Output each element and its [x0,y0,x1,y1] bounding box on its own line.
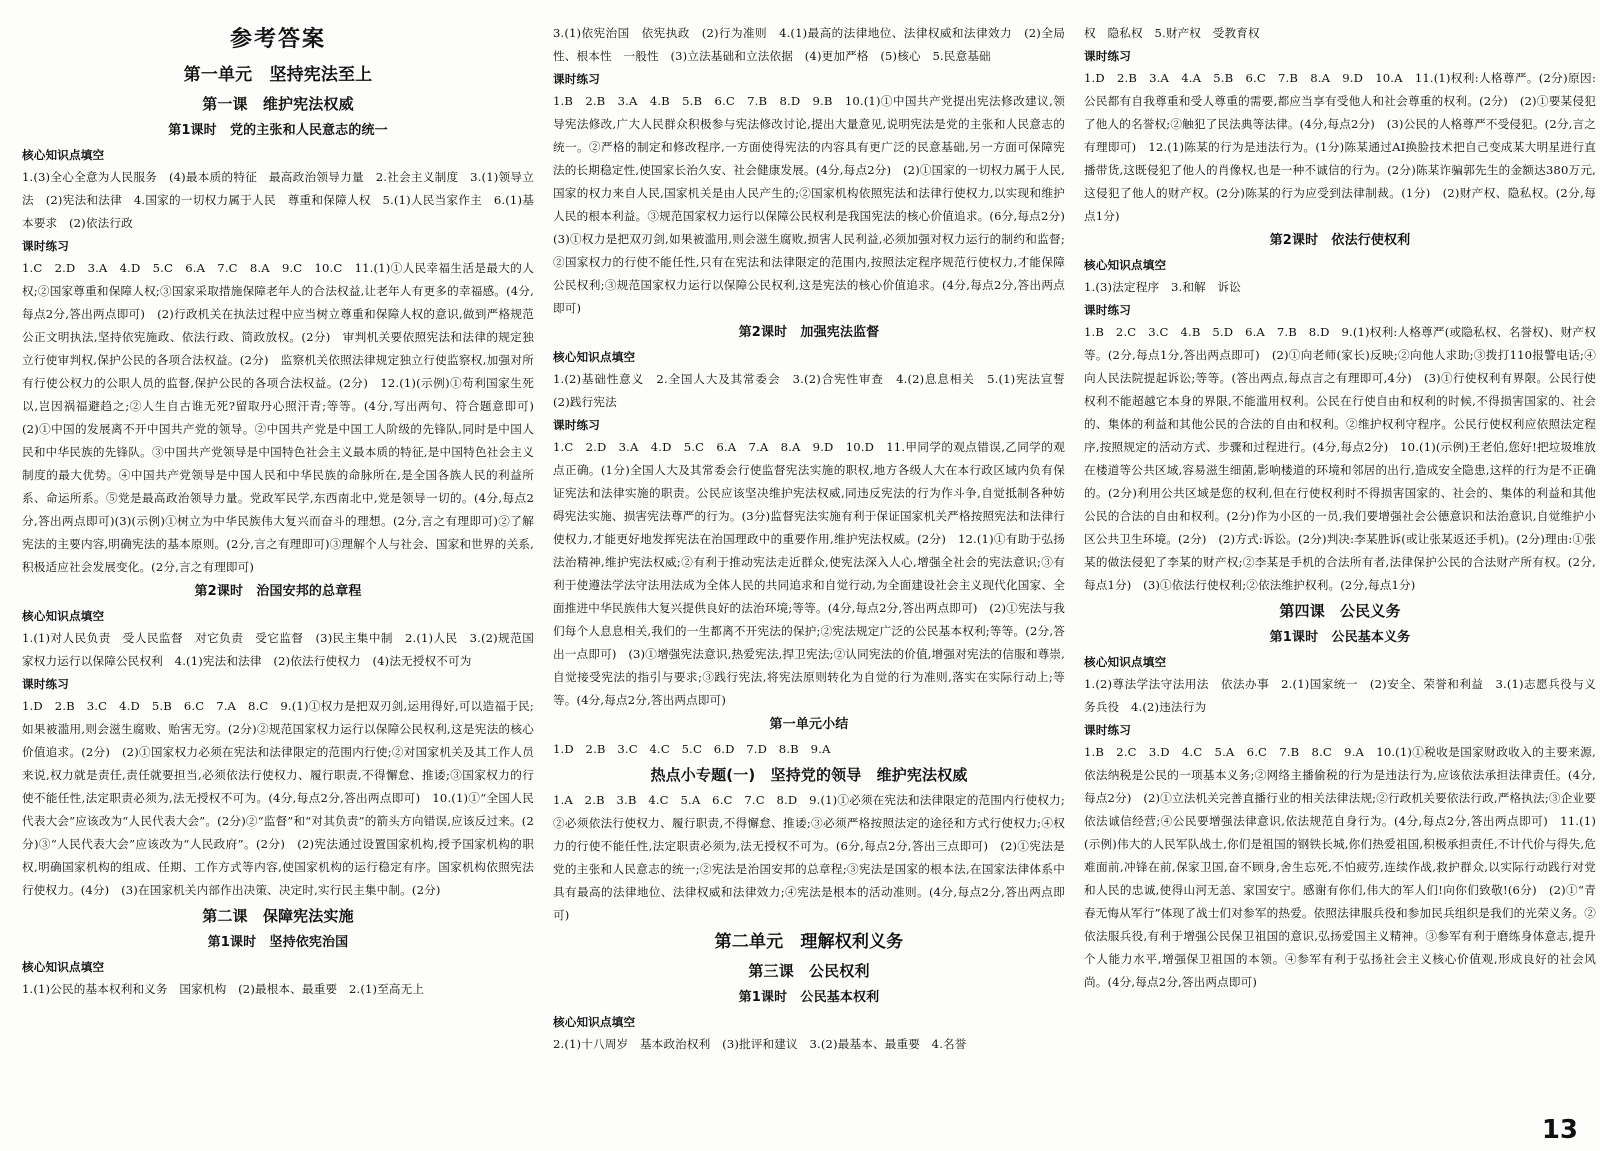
section-label: 课时练习 [1084,49,1131,63]
lesson-heading: 第四课 公民义务 [1279,602,1401,620]
answer-paragraph: 1.D 2.B 3.C 4.C 5.C 6.D 7.D 8.B 9.A [553,742,831,756]
answer-paragraph: 1.(2)尊法学法守法用法 依法办事 2.(1)国家统一 (2)安全、荣誉和利益 3.(1)志愿兵役与义务兵役 4.(2)违法行为 [1084,677,1596,714]
section-label: 课时练习 [553,418,600,432]
answer-paragraph: 1.(3)全心全意为人民服务 (4)最本质的特征 最高政治领导力量 2.社会主义制度 3.(1)领导立法 (2)宪法和法律 4.国家的一切权力属于人民 尊重和保障人权 5.(1)人民当家作主 6.(1)基本要求 (2)依法行政 [22,170,534,230]
answer-paragraph: 1.(1)对人民负责 受人民监督 对它负责 受它监督 (3)民主集中制 2.(1)人民 3.(2)规范国家权力运行以保障公民权利 4.(1)宪法和法律 (2)依法行使权力 (4)法无授权不可为 [22,631,534,668]
period-heading: 第一单元小结 [769,717,849,732]
section-label: 课时练习 [1084,723,1131,737]
section-label: 核心知识点填空 [553,1015,636,1029]
section-label: 核心知识点填空 [22,609,105,623]
section-label: 课时练习 [22,239,69,253]
unit-heading: 第二单元 理解权利义务 [714,932,904,952]
answer-paragraph: 1.A 2.B 3.B 4.C 5.A 6.C 7.C 8.D 9.(1)①必须在宪法和法律限定的范围内行使权力;②必须依法行使权力、履行职责,不得懈怠、推诿;③必须严格按照法定的途径和方式行使权力;④权力的行使不能任性,法定职责必须为,法无授权不可为。(6分,每点2分,答出三点即可) (2)①宪法是党的主张和人民意志的统一;②宪法是治国安邦的总章程;③宪法是国家的根本法,在国家法律体系中具有最高的法律地位、法律权威和法律效力;④宪法是根本的活动准则。(4分,每点2分,答出两点即可) [553,793,1065,922]
section-label: 核心知识点填空 [553,350,636,364]
period-heading: 第1课时 公民基本权利 [738,990,880,1005]
lesson-heading: 第三课 公民权利 [748,962,870,980]
period-heading: 第2课时 加强宪法监督 [738,325,880,340]
period-heading: 第1课时 公民基本义务 [1269,630,1411,645]
period-heading: 第2课时 依法行使权利 [1269,233,1411,248]
section-label: 核心知识点填空 [22,960,105,974]
unit-heading: 第一单元 坚持宪法至上 [183,65,373,85]
section-label: 核心知识点填空 [1084,655,1167,669]
answer-paragraph: 3.(1)依宪治国 依宪执政 (2)行为准则 4.(1)最高的法律地位、法律权威和法律效力 (2)全局性、根本性 一般性 (3)立法基础和立法依据 (4)更加严格 (5)核心 5.民意基础 [553,26,1065,63]
section-label: 核心知识点填空 [1084,258,1167,272]
period-heading: 第1课时 坚持依宪治国 [207,935,349,950]
lesson-heading: 第一课 维护宪法权威 [202,95,354,113]
answer-paragraph: 1.(1)公民的基本权利和义务 国家机构 (2)最根本、最重要 2.(1)至高无上 [22,982,425,996]
section-label: 课时练习 [22,677,69,691]
column-right [1084,22,1596,1127]
answer-paragraph: 权 隐私权 5.财产权 受教育权 [1084,26,1260,40]
answer-paragraph: 1.B 2.B 3.A 4.B 5.B 6.C 7.B 8.D 9.B 10.(1)①中国共产党提出宪法修改建议,领导宪法修改,广大人民群众积极参与宪法修改讨论,提出大量意见,说明宪法是党的主张和人民意志的统一。②严格的制定和修改程序,一方面使得宪法的内容具有更广泛的民意基础,另一方面可保障宪法的长期稳定性,使国家长治久安、社会健康发展。(4分,每点2分) (2)①国家的一切权力属于人民,国家的权力来自人民,国家机关是由人民产生的;②国家机构依照宪法和法律行使权力,以实现和维护人民的根本利益。③规范国家权力运行以保障公民权利是我国宪法的核心价值追求。(6分,每点2分) (3)①权力是把双刃剑,如果被滥用,则会滋生腐败,损害人民利益,必须加强对权力运行的制约和监督;②国家权力的行使不能任性,只有在宪法和法律限定的范围内,按照法定程序规范行使权力,才能保障公民权利;③规范国家权力运行以保障公民权利,这是宪法的核心价值追求。(4分,每点2分,答出两点即可) [553,94,1077,315]
answer-paragraph: 1.B 2.C 3.C 4.B 5.D 6.A 7.B 8.D 9.(1)权利:人格尊严(或隐私权、名誉权)、财产权等。(2分,每点1分,答出两点即可) (2)①向老师(家长)反映;②向他人求助;③拨打110报警电话;④向人民法院提起诉讼;等等。(答出两点,每点言之有理即可,4分) (3)①行使权利有界限。公民行使权利不能超越它本身的界限,不能滥用权利。公民在行使自由和权利的时候,不得损害国家的、社会的、集体的利益和其他公民的合法的自由和权利。②维护权利守程序。公民行使权利应依照法定程序,按照规定的活动方式、步骤和过程进行。(4分,每点2分) 10.(1)(示例)王老伯,您好!把垃圾堆放在楼道等公共区域,容易滋生细菌,影响楼道的环境和邻居的出行,造成安全隐患,这样的行为是不正确的。(2分)利用公共区域是您的权利,但在行使权利时不得损害国家的、社会的、集体的利益和其他公民的合法的自由和权利。(2分)作为小区的一员,我们要增强社会公德意识和法治意识,自觉维护小区公共卫生环境。(2分) (2)方式:诉讼。(2分)判决:李某胜诉(或让张某返还手机)。(2分)理由:①张某的做法侵犯了李某的财产权;②李某是手机的合法所有者,法律保护公民的合法财产所有权。(2分,每点1分) (3)①依法行使权利;②依法维护权利。(2分,每点1分) [1084,325,1596,592]
section-label: 课时练习 [553,72,600,86]
answer-paragraph: 1.D 2.B 3.C 4.D 5.B 6.C 7.A 8.C 9.(1)①权力是把双刃剑,运用得好,可以造福于民;如果被滥用,则会滋生腐败、贻害无穷。(2分)②规范国家权力运行以保障公民权利,这是宪法的核心价值追求。(2分) (2)①国家权力必须在宪法和法律限定的范围内行使;②对国家机关及其工作人员来说,权力就是责任,责任就要担当,必须依法行使权力、履行职责,不得懈怠、推诿;③国家权力的行使不能任性,法定职责必须为,法无授权不可为。(4分,每点2分,答出两点即可) 10.(1)①“全国人民代表大会”应该改为“人民代表大会”。(2分)②“监督”和“对其负责”的箭头方向错误,应该反过来。(2分)③“人民代表大会”应该改为“人民政府”。(2分) (2)宪法通过设置国家机构,授予国家机构的职权,明确国家机构的组成、任期、工作方式等内容,使国家机构的运行稳定有序。国家机构依照宪法行使权力。(4分) (3)在国家机关内部作出决策、决定时,实行民主集中制。(2分) [22,699,534,897]
page-number: 13 [1541,1115,1578,1145]
lesson-heading: 第二课 保障宪法实施 [202,907,354,925]
section-label: 课时练习 [1084,303,1131,317]
answer-paragraph: 1.C 2.D 3.A 4.D 5.C 6.A 7.A 8.A 9.D 10.D 11.甲同学的观点错误,乙同学的观点正确。(1分)全国人大及其常委会行使监督宪法实施的职权,地方各级人大在本行政区域内负有保证宪法和法律实施的职责。公民应该坚决维护宪法权威,同违反宪法的行为作斗争,自觉抵制各种妨碍宪法实施、损害宪法尊严的行为。(3分)监督宪法实施有利于保证国家机关严格按照宪法和法律行使权力,才能更好地发挥宪法在治国理政中的重要作用,维护宪法权威。(2分) 12.(1)①有助于弘扬法治精神,维护宪法权威;②有利于推动宪法走近群众,使宪法深入人心,增强全社会的宪法意识;③有利于使遵法学法守法用法成为全体人民的共同追求和自觉行动,为全面建设社会主义现代化国家、全面推进中华民族伟大复兴提供良好的法治环境;等等。(4分,每点2分,答出两点即可) (2)①宪法与我们每个人息息相关,我们的一生都离不开宪法的保护;②宪法规定广泛的公民基本权利;等等。(2分,答出一点即可) (3)①增强宪法意识,热爱宪法,捍卫宪法;②认同宪法的价值,增强对宪法的信服和尊崇,自觉接受宪法的指引与要求;③践行宪法,将宪法原则转化为自觉的行为准则,落实在实际行动上;等等。(4分,每点2分,答出两点即可) [553,440,1065,707]
period-heading: 第1课时 党的主张和人民意志的统一 [168,123,388,138]
answer-paragraph: 2.(1)十八周岁 基本政治权利 (3)批评和建议 3.(2)最基本、最重要 4.名誉 [553,1037,967,1051]
answer-paragraph: 1.(2)基础性意义 2.全国人大及其常委会 3.(2)合宪性审查 4.(2)息息相关 5.(1)宪法宣誓 (2)践行宪法 [553,372,1077,409]
column-left [22,22,546,1127]
answer-paragraph: 1.(3)法定程序 3.和解 诉讼 [1084,280,1242,294]
lesson-heading: 热点小专题(一) 坚持党的领导 维护宪法权威 [650,766,968,784]
period-heading: 第2课时 治国安邦的总章程 [194,584,362,599]
section-label: 核心知识点填空 [22,148,105,162]
document-title: 参考答案 [229,27,326,52]
answer-paragraph: 1.B 2.C 3.D 4.C 5.A 6.C 7.B 8.C 9.A 10.(1)①税收是国家财政收入的主要来源,依法纳税是公民的一项基本义务;②网络主播偷税的行为是违法行为,应该依法承担法律责任。(4分,每点2分) (2)①立法机关完善直播行业的相关法律法规;②行政机关要依法行政,严格执法;③企业要依法诚信经营;④公民要增强法律意识,依法规范自身行为。(4分,每点2分,答出两点即可) 11.(1)(示例)伟大的人民军队战士,你们是祖国的钢铁长城,你们热爱祖国,积极承担责任,不计代价与得失,危难面前,冲锋在前,保家卫国,奋不顾身,舍生忘死,不怕疲劳,连续作战,救护群众,以实际行动践行对党和人民的忠诚,使得山河无恙、家国安宁。感谢有你们,伟大的军人们!向你们致敬!(6分) (2)①“青春无悔从军行”体现了战士们对参军的热爱。依照法律服兵役和参加民兵组织是我们的光荣义务。②依法服兵役,有利于增强公民保卫祖国的意识,弘扬爱国主义精神。③参军有利于磨练身体意志,提升个人能力水平,增强保卫祖国的本领。④参军有利于弘扬社会主义核心价值观,形成良好的社会风尚。(4分,每点2分,答出两点即可) [1084,745,1596,989]
answer-paragraph: 1.D 2.B 3.A 4.A 5.B 6.C 7.B 8.A 9.D 10.A 11.(1)权利:人格尊严。(2分)原因:公民都有自我尊重和受人尊重的需要,都应当享有受他人和社会尊重的权利。(2分) (2)①要某侵犯了他人的名誉权;②触犯了民法典等法律。(4分,每点2分) (3)公民的人格尊严不受侵犯。(2分,言之有理即可) 12.(1)陈某的行为是违法行为。(1分)陈某通过AI换脸技术把自己变成某大明星进行直播带货,这既侵犯了他人的肖像权,也是一种不诚信的行为。(2分)陈某诈骗郭先生的金额达380万元,这侵犯了他人的财产权。(2分)陈某的行为应受到法律制裁。(1分) (2)财产权、隐私权。(2分,每点1分) [1084,71,1596,223]
column-middle [553,22,1077,1127]
answer-paragraph: 1.C 2.D 3.A 4.D 5.C 6.A 7.C 8.A 9.C 10.C 11.(1)①人民幸福生活是最大的人权;②国家尊重和保障人权;③国家采取措施保障老年人的合法权益,让老年人有更多的幸福感。(4分,每点2分,答出两点即可) (2)行政机关在执法过程中应当树立尊重和保障人权的意识,做到严格规范公正文明执法,坚持依宪施政、依法行政、简政放权。(2分) 审判机关要依照宪法和法律的规定独立行使审判权,保护公民的各项合法权益。(2分) 监察机关依照法律规定独立行使监察权,加强对所有行使公权力的公职人员的监督,保护公民的各项合法权益。(2分) 12.(1)(示例)①苟利国家生死以,岂因祸福避趋之;②人生自古谁无死?留取丹心照汗青;等等。(4分,写出两句、符合题意即可) (2)①中国的发展离不开中国共产党的领导。②中国共产党是中国工人阶级的先锋队,同时是中国人民和中华民族的先锋队。③中国共产党领导是中国特色社会主义最本质的特征,是中国特色社会主义制度的最大优势。④中国共产党领导是中国人民和中华民族的命脉所在,是全国各族人民的利益所系、命运所系。⑤党是最高政治领导力量。党政军民学,东西南北中,党是领导一切的。(4分,每点2分,答出两点即可)(3)(示例)①树立为中华民族伟大复兴而奋斗的理想。(2分,言之有理即可)②了解宪法的主要内容,明确宪法的基本原则。(2分,言之有理即可)③理解个人与社会、国家和世界的关系,积极适应社会发展变化。(2分,言之有理即可) [22,261,546,574]
